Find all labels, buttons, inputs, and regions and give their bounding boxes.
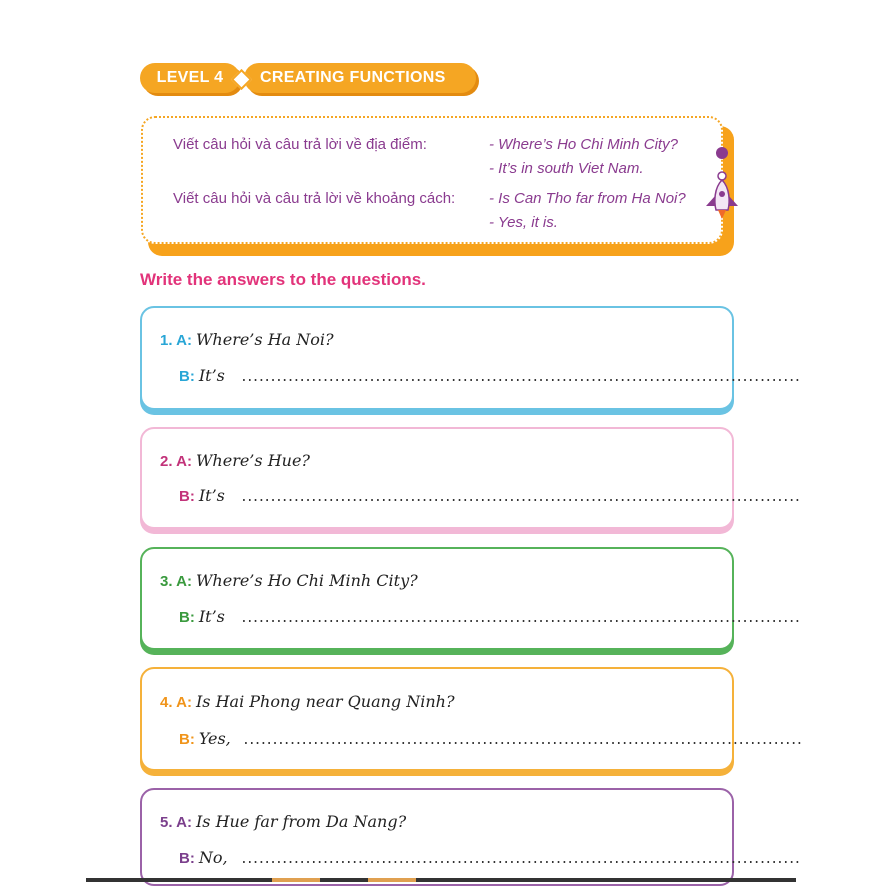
answer-start: It’s	[198, 366, 225, 385]
instruction: Write the answers to the questions.	[140, 270, 426, 289]
question-line: 2. A: Where’s Hue?	[160, 451, 310, 470]
answer-line: B: It’s	[179, 366, 225, 385]
bottom-bar	[86, 878, 796, 882]
question-card-3	[140, 547, 800, 650]
answer-line: B: It’s	[179, 486, 225, 505]
answer-blank[interactable]: ................................................................................................	[242, 733, 802, 748]
info-example-distance-question: - Is Can Tho far from Ha Noi?	[489, 190, 686, 207]
info-box	[141, 116, 723, 244]
level-badge: LEVEL 4	[140, 63, 240, 93]
answer-blank[interactable]: ................................................................................................	[240, 611, 800, 626]
answer-start: It’s	[198, 486, 225, 505]
question-text: Is Hai Phong near Quang Ninh?	[195, 692, 455, 711]
question-line: 1. A: Where’s Ha Noi?	[160, 330, 334, 349]
info-label-distance: Viết câu hỏi và câu trả lời về khoảng cách:	[173, 190, 456, 207]
info-label-location: Viết câu hỏi và câu trả lời về địa điểm:	[173, 136, 427, 153]
answer-blank[interactable]: ................................................................................................	[240, 490, 800, 505]
answer-blank[interactable]: ................................................................................................	[240, 852, 800, 867]
answer-start: No,	[198, 848, 228, 867]
question-line: 5. A: Is Hue far from Da Nang?	[160, 812, 407, 831]
answer-blank[interactable]: ................................................................................................	[240, 370, 800, 385]
bottom-bar-segment	[368, 878, 416, 882]
answer-start: Yes,	[198, 729, 231, 748]
answer-line: B: No,	[179, 848, 228, 867]
answer-line: B: Yes,	[179, 729, 231, 748]
question-text: Where’s Ha Noi?	[195, 330, 334, 349]
info-example-location-question: - Where’s Ho Chi Minh City?	[489, 136, 678, 153]
question-card-1	[140, 306, 800, 410]
section-title: CREATING FUNCTIONS	[244, 63, 476, 93]
question-line: 3. A: Where’s Ho Chi Minh City?	[160, 571, 418, 590]
answer-line: B: It’s	[179, 607, 225, 626]
question-text: Is Hue far from Da Nang?	[195, 812, 407, 831]
question-text: Where’s Ho Chi Minh City?	[195, 571, 418, 590]
bottom-bar-segment	[272, 878, 320, 882]
info-example-location-answer: - It’s in south Viet Nam.	[489, 160, 644, 177]
question-card-5	[140, 788, 800, 886]
answer-start: It’s	[198, 607, 225, 626]
level-header	[140, 63, 480, 97]
info-example-distance-answer: - Yes, it is.	[489, 214, 558, 231]
question-card-4	[140, 667, 802, 771]
rocket-icon	[702, 146, 744, 220]
question-card-2	[140, 427, 800, 529]
question-line: 4. A: Is Hai Phong near Quang Ninh?	[160, 692, 455, 711]
question-text: Where’s Hue?	[195, 451, 310, 470]
